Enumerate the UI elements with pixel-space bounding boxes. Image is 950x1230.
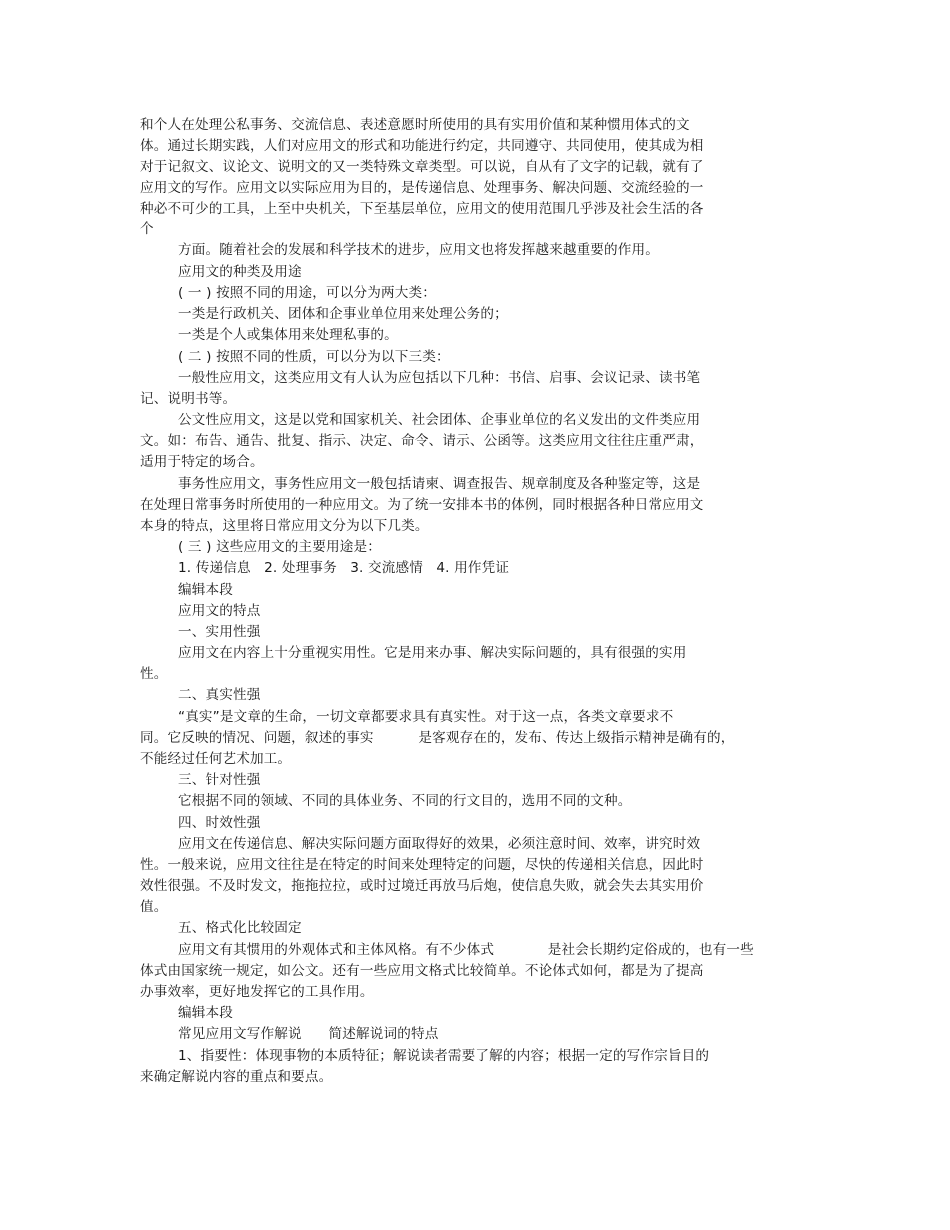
text-line: ( 三 ) 这些应用文的主要用途是：	[178, 539, 381, 555]
edit-section-link[interactable]: 编辑本段	[178, 582, 233, 598]
text-line: 1. 传递信息 2. 处理事务 3. 交流感情 4. 用作凭证	[178, 560, 510, 576]
text-line: 应用文有其惯用的外观体式和主体风格。有不少体式 是社会长期约定俗成的，也有一些	[178, 942, 754, 958]
text-line: 公文性应用文，这是以党和国家机关、社会团体、企事业单位的名义发出的文件类应用	[178, 412, 701, 428]
text-line: 性。	[140, 666, 168, 682]
text-line: 它根据不同的领域、不同的具体业务、不同的行文目的，选用不同的文种。	[178, 793, 632, 809]
text-line: 对于记叙文、议论文、说明文的又一类特殊文章类型。可以说，自从有了文字的记载，就有了	[140, 159, 704, 175]
text-line: 不能经过任何艺术加工。	[140, 751, 292, 767]
text-line: 一类是行政机关、团体和企事业单位用来处理公务的；	[178, 306, 508, 322]
text-line: 本身的特点，这里将日常应用文分为以下几类。	[140, 518, 429, 534]
text-line: 来确定解说内容的重点和要点。	[140, 1069, 333, 1085]
text-line: 性。一般来说，应用文往往是在特定的时间来处理特定的问题，尽快的传递相关信息，因此时	[140, 857, 704, 873]
text-line: 记、说明书等。	[140, 391, 237, 407]
text-line: 种必不可少的工具，上至中央机关，下至基层单位，应用文的使用范围几乎涉及社会生活的各	[140, 201, 704, 217]
text-line: “真实”是文章的生命，一切文章都要求具有真实性。对于这一点，各类文章要求不	[178, 709, 674, 725]
text-line: 1、指要性：体现事物的本质特征；解说读者需要了解的内容；根据一定的写作宗旨目的	[178, 1048, 710, 1064]
text-line: 文。如：布告、通告、批复、指示、决定、命令、请示、公函等。这类应用文往往庄重严肃，	[140, 433, 704, 449]
text-line: 效性很强。不及时发文，拖拖拉拉，或时过境迁再放马后炮，使信息失败，就会失去其实用价	[140, 878, 704, 894]
text-line: 一类是个人或集体用来处理私事的。	[178, 327, 398, 343]
text-line: 和个人在处理公私事务、交流信息、表述意愿时所使用的具有实用价值和某种惯用体式的文	[140, 117, 690, 133]
text-line: 在处理日常事务时所使用的一种应用文。为了统一安排本书的体例，同时根据各种日常应用文	[140, 497, 704, 513]
subheading: 三、针对性强	[178, 772, 261, 788]
subheading: 一、实用性强	[178, 624, 261, 640]
subheading: 五、格式化比较固定	[178, 920, 302, 936]
text-line: 同。它反映的情况、问题，叙述的事实 是客观存在的，发布、传达上级指示精神是确有的，	[140, 730, 735, 746]
text-line: ( 二 ) 按照不同的性质，可以分为以下三类：	[178, 349, 450, 365]
text-line: 个	[140, 221, 154, 237]
section-heading: 应用文的种类及用途	[178, 264, 302, 280]
edit-section-link[interactable]: 编辑本段	[178, 1005, 233, 1021]
text-line: 体式由国家统一规定，如公文。还有一些应用文格式比较简单。不论体式如何，都是为了提高	[140, 963, 704, 979]
text-line: 应用文在传递信息、解决实际问题方面取得好的效果，必须注意时间、效率，讲究时效	[178, 836, 701, 852]
text-line: 事务性应用文，事务性应用文一般包括请柬、调查报告、规章制度及各种鉴定等，这是	[178, 476, 701, 492]
subheading: 二、真实性强	[178, 687, 261, 703]
text-line: 体。通过长期实践，人们对应用文的形式和功能进行约定，共同遵守、共同使用，使其成为相	[140, 138, 704, 154]
text-line: 值。	[140, 899, 168, 915]
text-line: 办事效率，更好地发挥它的工具作用。	[140, 984, 374, 1000]
text-line: 方面。随着社会的发展和科学技术的进步，应用文也将发挥越来越重要的作用。	[178, 242, 660, 258]
text-line: 适用于特定的场合。	[140, 454, 264, 470]
text-line: 应用文的写作。应用文以实际应用为目的，是传递信息、处理事务、解决问题、交流经验的一	[140, 180, 704, 196]
text-line: 应用文在内容上十分重视实用性。它是用来办事、解决实际问题的，具有很强的实用	[178, 645, 687, 661]
text-line: 一般性应用文，这类应用文有人认为应包括以下几种：书信、启事、会议记录、读书笔	[178, 370, 701, 386]
subheading: 四、时效性强	[178, 815, 261, 831]
section-heading: 常见应用文写作解说 简述解说词的特点	[178, 1026, 439, 1042]
section-heading: 应用文的特点	[178, 603, 261, 619]
text-line: ( 一 ) 按照不同的用途，可以分为两大类：	[178, 285, 436, 301]
